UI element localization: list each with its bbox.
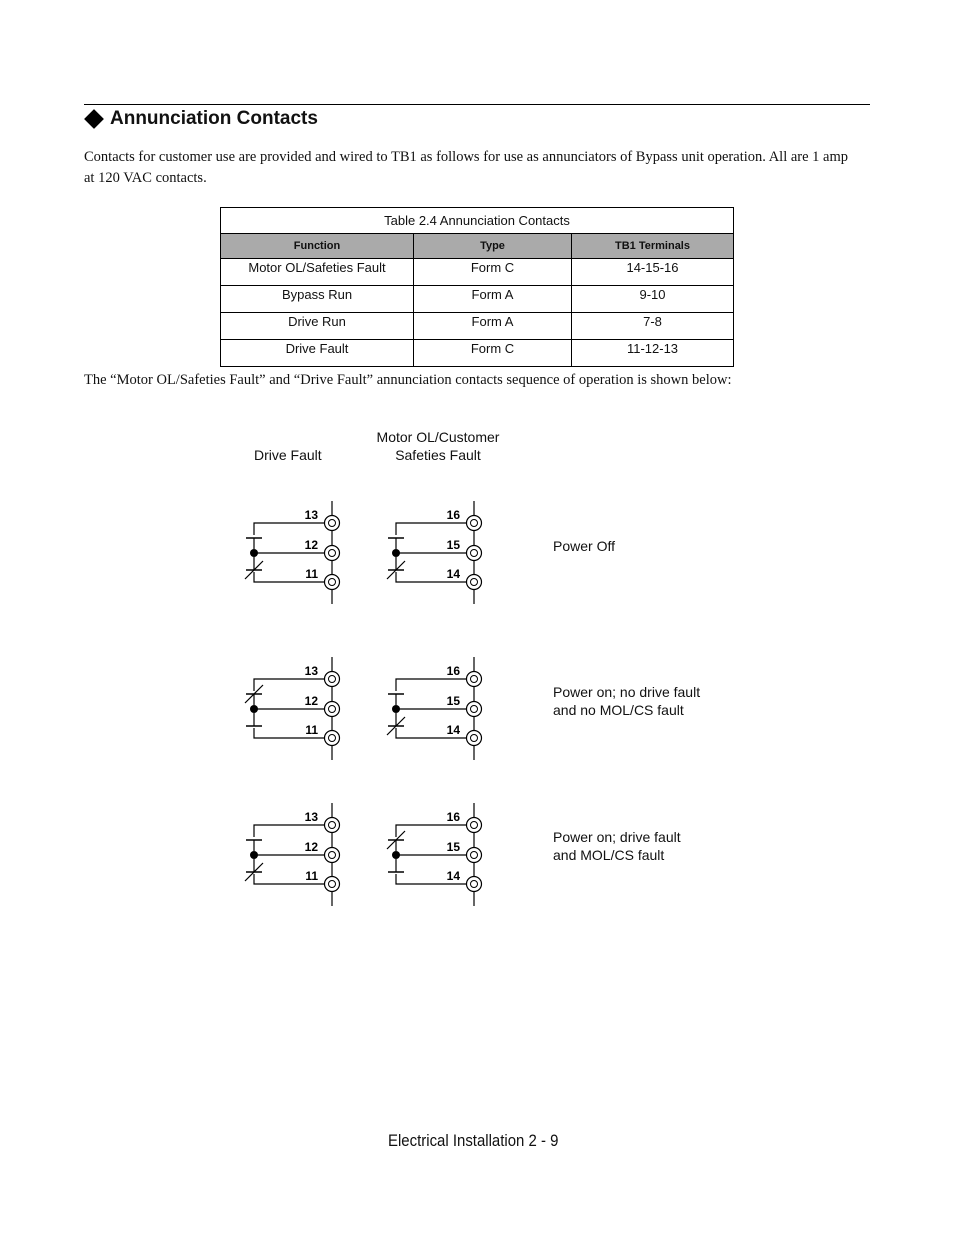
terminal-circle bbox=[325, 848, 340, 863]
terminal-number: 16 bbox=[446, 664, 460, 678]
cell-terminals: 7-8 bbox=[572, 313, 734, 340]
terminal-circle bbox=[467, 575, 482, 590]
terminal-circle bbox=[325, 818, 340, 833]
contact-pivot-dot bbox=[392, 705, 400, 713]
terminal-circle bbox=[467, 702, 482, 717]
terminal-number: 16 bbox=[446, 508, 460, 522]
terminal-number: 14 bbox=[446, 723, 460, 737]
terminal-number: 15 bbox=[446, 538, 460, 552]
sequence-paragraph: The “Motor OL/Safeties Fault” and “Drive Fault” annunciation contacts sequence of operation is shown below: bbox=[84, 372, 732, 388]
cell-function: Bypass Run bbox=[221, 286, 414, 313]
terminal-number: 16 bbox=[446, 810, 460, 824]
cell-terminals: 9-10 bbox=[572, 286, 734, 313]
terminal-number: 12 bbox=[304, 840, 318, 854]
cell-function: Drive Run bbox=[221, 313, 414, 340]
terminal-circle bbox=[325, 731, 340, 746]
page-footer: Electrical Installation 2 - 9 bbox=[388, 1131, 559, 1150]
terminal-circle bbox=[467, 731, 482, 746]
table-caption: Table 2.4 Annunciation Contacts bbox=[221, 208, 734, 234]
terminal-number: 13 bbox=[304, 810, 318, 824]
cell-type: Form A bbox=[414, 286, 572, 313]
contact-pivot-dot bbox=[250, 705, 258, 713]
state-label-line: and MOL/CS fault bbox=[553, 847, 665, 863]
section-title: Annunciation Contacts bbox=[110, 108, 318, 129]
contact-pivot-dot bbox=[250, 851, 258, 859]
terminal-number: 15 bbox=[446, 840, 460, 854]
terminal-number: 13 bbox=[304, 664, 318, 678]
state-label-line: Power on; no drive fault bbox=[553, 684, 701, 700]
terminal-circle bbox=[325, 877, 340, 892]
terminal-circle bbox=[467, 672, 482, 687]
col-label-drive-fault: Drive Fault bbox=[254, 447, 322, 463]
terminal-number: 12 bbox=[304, 538, 318, 552]
header-type: Type bbox=[414, 234, 572, 259]
terminal-number: 14 bbox=[446, 869, 460, 883]
cell-terminals: 14-15-16 bbox=[572, 259, 734, 286]
header-function: Function bbox=[221, 234, 414, 259]
cell-type: Form A bbox=[414, 313, 572, 340]
terminal-circle bbox=[325, 672, 340, 687]
terminal-circle bbox=[467, 877, 482, 892]
terminal-number: 11 bbox=[305, 567, 318, 581]
contact-lead-line bbox=[254, 825, 324, 837]
terminal-circle bbox=[325, 516, 340, 531]
contact-lead-line bbox=[254, 523, 324, 535]
header-tb1-terminals: TB1 Terminals bbox=[572, 234, 734, 259]
terminal-circle bbox=[325, 546, 340, 561]
terminal-circle bbox=[467, 848, 482, 863]
col-label-mol-line2: Safeties Fault bbox=[395, 447, 481, 463]
cell-type: Form C bbox=[414, 340, 572, 367]
contact-lead-line bbox=[396, 523, 466, 535]
intro-paragraph: Contacts for customer use are provided and wired to TB1 as follows for use as annunciators of Bypass unit operation. All are 1 amp at 120 VAC contacts. bbox=[84, 149, 849, 186]
col-label-mol-line1: Motor OL/Customer bbox=[376, 429, 500, 445]
terminal-circle bbox=[467, 516, 482, 531]
cell-function: Motor OL/Safeties Fault bbox=[221, 259, 414, 286]
contact-lead-line bbox=[254, 679, 324, 691]
contact-lead-line bbox=[396, 825, 466, 837]
cell-function: Drive Fault bbox=[221, 340, 414, 367]
state-label-line: Power on; drive fault bbox=[553, 829, 681, 845]
terminal-number: 15 bbox=[446, 694, 460, 708]
contact-lead-line bbox=[396, 679, 466, 691]
cell-terminals: 11-12-13 bbox=[572, 340, 734, 367]
contact-pivot-dot bbox=[392, 851, 400, 859]
terminal-number: 14 bbox=[446, 567, 460, 581]
contact-pivot-dot bbox=[250, 549, 258, 557]
state-label-line: Power Off bbox=[553, 538, 615, 554]
cell-type: Form C bbox=[414, 259, 572, 286]
terminal-number: 11 bbox=[305, 869, 318, 883]
terminal-circle bbox=[325, 575, 340, 590]
contact-pivot-dot bbox=[392, 549, 400, 557]
terminal-number: 13 bbox=[304, 508, 318, 522]
terminal-circle bbox=[325, 702, 340, 717]
terminal-circle bbox=[467, 546, 482, 561]
terminal-number: 12 bbox=[304, 694, 318, 708]
terminal-number: 11 bbox=[305, 723, 318, 737]
terminal-circle bbox=[467, 818, 482, 833]
state-label-line: and no MOL/CS fault bbox=[553, 702, 684, 718]
